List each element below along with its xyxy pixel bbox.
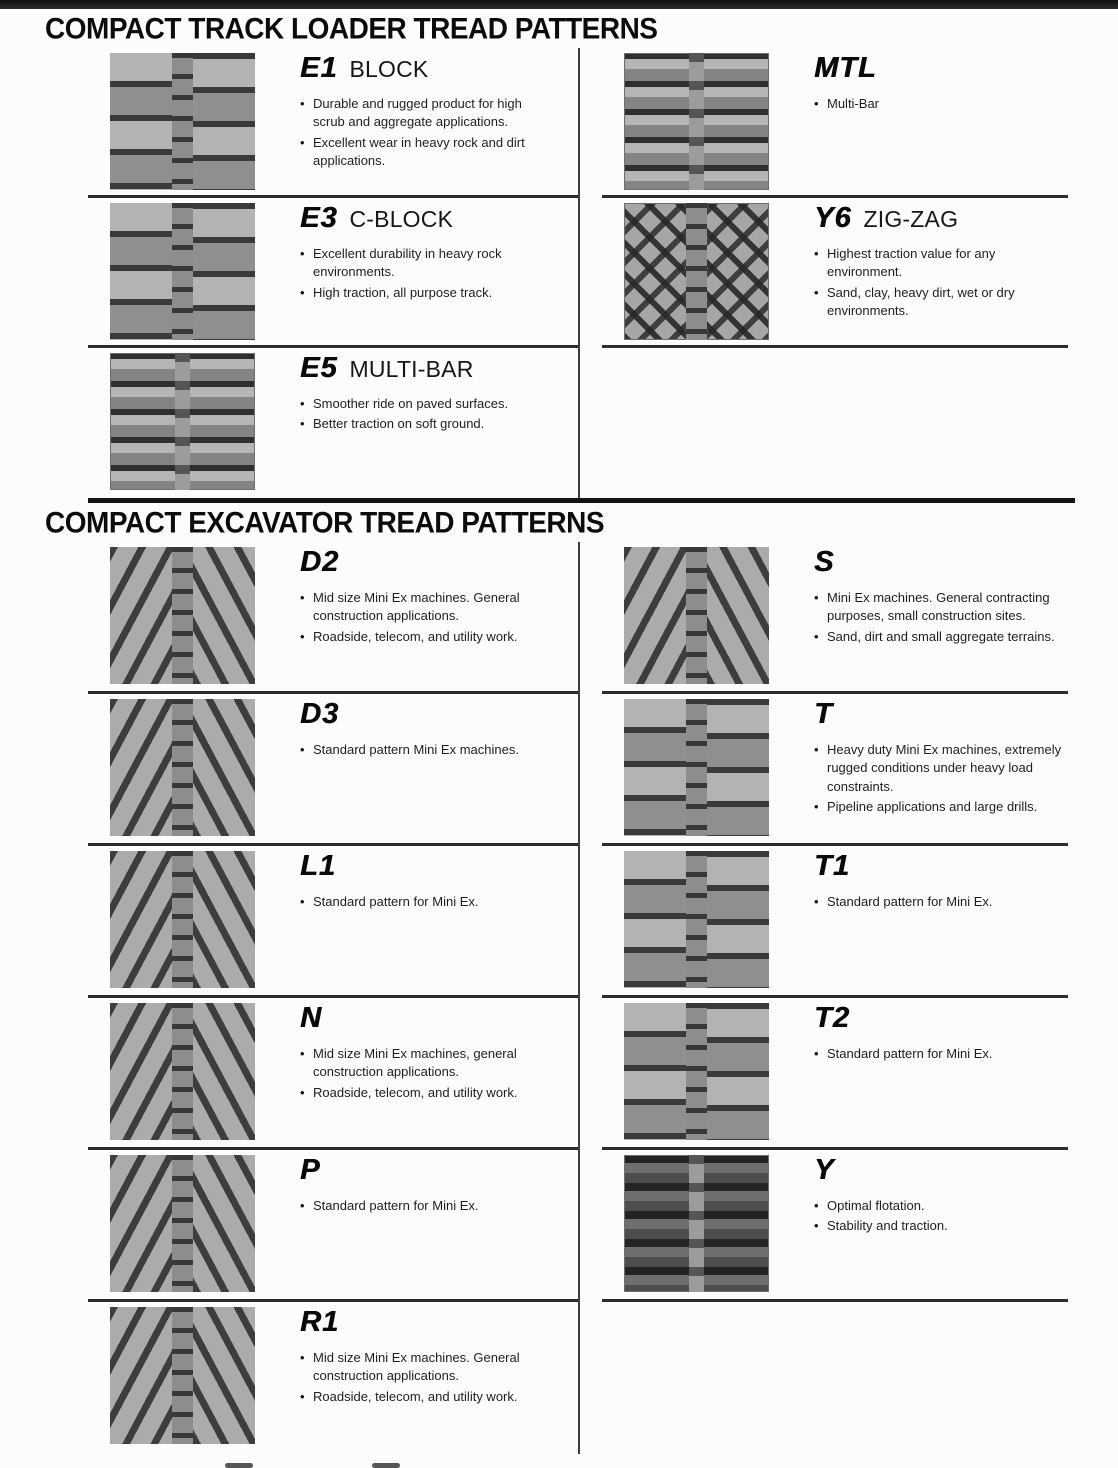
- entry-heading: [814, 698, 1066, 731]
- entry-info: [814, 48, 1066, 115]
- tread-center-rail: [172, 851, 192, 988]
- tread-center-rail: [172, 547, 192, 684]
- tread-left-lugs: [110, 547, 172, 684]
- pattern-code: D2: [300, 546, 340, 578]
- tread-image-t: [624, 699, 769, 836]
- bullet-list: [814, 95, 1066, 113]
- page-bottom-cutoff-mark: [225, 1463, 253, 1468]
- tread-left-lugs: [624, 851, 686, 988]
- entry-heading: [300, 1002, 552, 1035]
- entry-info: [300, 1150, 552, 1217]
- tread-image-y: [624, 1155, 769, 1292]
- tread-right-lugs: [707, 547, 769, 684]
- catalog-page: [0, 12, 1118, 1454]
- bullet: • Roadside, telecom, and utility work.: [300, 1388, 552, 1406]
- tread-right-lugs: [193, 547, 255, 684]
- entry-info: [300, 348, 552, 436]
- tread-image-e1: [110, 53, 255, 190]
- bullet: • Excellent wear in heavy rock and dirt applications.: [300, 134, 552, 171]
- bullet: • Stability and traction.: [814, 1217, 1066, 1235]
- tread-right-lugs: [707, 851, 769, 988]
- tread-right-lugs: [707, 699, 769, 836]
- tread-entry-n: [88, 998, 578, 1150]
- tread-right-lugs: [193, 53, 255, 190]
- tread-image-l1: [110, 851, 255, 988]
- tread-entry-t1: [602, 846, 1068, 998]
- excavator-left-column: [0, 542, 580, 1454]
- pattern-code: L1: [300, 850, 336, 882]
- bullet-list: [300, 395, 552, 434]
- tread-entry-e1: [88, 48, 578, 198]
- pattern-code: Y: [814, 1154, 835, 1186]
- section-separator-line: [88, 498, 1075, 503]
- tread-right-lugs: [193, 851, 255, 988]
- tread-right-lugs: [193, 1003, 255, 1140]
- tread-image-e3: [110, 203, 255, 340]
- bullet: • High traction, all purpose track.: [300, 284, 552, 302]
- tread-entry-s: [602, 542, 1068, 694]
- bullet-list: [300, 893, 552, 911]
- pattern-code: D3: [300, 698, 340, 730]
- tread-left-lugs: [624, 699, 686, 836]
- tread-right-lugs: [707, 1003, 769, 1140]
- tread-center-rail: [686, 851, 706, 988]
- tread-entry-d2: [88, 542, 578, 694]
- entry-heading: [300, 202, 552, 235]
- tread-center-rail: [689, 1155, 704, 1292]
- bullet: • Mid size Mini Ex machines, general construction applications.: [300, 1045, 552, 1082]
- pattern-code: S: [814, 546, 835, 578]
- tread-center-rail: [172, 203, 192, 340]
- pattern-code: E3: [300, 202, 338, 234]
- tread-entry-t2: [602, 998, 1068, 1150]
- tread-entry-mtl: [602, 48, 1068, 198]
- bullet: • Better traction on soft ground.: [300, 415, 552, 433]
- track-loader-section: [0, 48, 1118, 498]
- bullet: • Durable and rugged product for high scrub and aggregate applications.: [300, 95, 552, 132]
- tread-center-rail: [689, 53, 704, 190]
- bullet: • Standard pattern for Mini Ex.: [300, 893, 552, 911]
- tread-entry-t: [602, 694, 1068, 846]
- pattern-code: P: [300, 1154, 321, 1186]
- tread-left-lugs: [110, 203, 172, 340]
- bullet: • Excellent durability in heavy rock environments.: [300, 245, 552, 282]
- entry-heading: [300, 1306, 552, 1339]
- tread-image-d2: [110, 547, 255, 684]
- tread-image-t1: [624, 851, 769, 988]
- pattern-code: T2: [814, 1002, 850, 1034]
- tread-center-rail: [172, 699, 192, 836]
- bullet-list: [300, 741, 552, 759]
- pattern-code: E1: [300, 52, 338, 84]
- bullet-list: [300, 95, 552, 171]
- track-loader-right-column: [580, 48, 1118, 498]
- pattern-name: C-BLOCK: [349, 206, 454, 232]
- bullet: • Heavy duty Mini Ex machines, extremely rugged conditions under heavy load constraints.: [814, 741, 1066, 796]
- tread-center-rail: [686, 547, 706, 684]
- entry-info: [814, 198, 1066, 323]
- excavator-right-column: [580, 542, 1118, 1454]
- bullet-list: [814, 893, 1066, 911]
- tread-image-n: [110, 1003, 255, 1140]
- entry-info: [300, 198, 552, 304]
- tread-center-rail: [686, 203, 706, 340]
- bullet: • Roadside, telecom, and utility work.: [300, 628, 552, 646]
- pattern-code: N: [300, 1002, 322, 1034]
- tread-entry-l1: [88, 846, 578, 998]
- pattern-code: Y6: [814, 202, 852, 234]
- bullet: • Mid size Mini Ex machines. General construction applications.: [300, 589, 552, 626]
- tread-entry-e3: [88, 198, 578, 348]
- tread-image-t2: [624, 1003, 769, 1140]
- bullet: • Optimal flotation.: [814, 1197, 1066, 1215]
- bullet: • Sand, dirt and small aggregate terrains.: [814, 628, 1066, 646]
- tread-left-lugs: [110, 699, 172, 836]
- pattern-code: T: [814, 698, 833, 730]
- page-bottom-cutoff-mark: [372, 1463, 400, 1468]
- bullet-list: [814, 741, 1066, 817]
- tread-right-lugs: [193, 699, 255, 836]
- tread-center-rail: [686, 699, 706, 836]
- bullet-list: [814, 245, 1066, 321]
- bullet: • Smoother ride on paved surfaces.: [300, 395, 552, 413]
- entry-info: [300, 998, 552, 1104]
- tread-left-lugs: [110, 1003, 172, 1140]
- tread-entry-e5: [88, 348, 578, 498]
- entry-heading: [300, 352, 552, 385]
- bullet-list: [300, 245, 552, 302]
- pattern-name: ZIG-ZAG: [863, 206, 959, 232]
- pattern-code: E5: [300, 352, 338, 384]
- tread-right-lugs: [193, 1155, 255, 1292]
- entry-heading: [300, 698, 552, 731]
- bullet-list: [814, 1197, 1066, 1236]
- tread-left-lugs: [110, 53, 172, 190]
- entry-heading: [814, 52, 1066, 85]
- bullet: • Standard pattern Mini Ex machines.: [300, 741, 552, 759]
- tread-entry-y6: [602, 198, 1068, 348]
- bullet: • Standard pattern for Mini Ex.: [814, 1045, 1066, 1063]
- tread-center-rail: [686, 1003, 706, 1140]
- tread-center-rail: [172, 1003, 192, 1140]
- entry-heading: [814, 202, 1066, 235]
- page-top-bar: [0, 0, 1118, 9]
- excavator-section: [0, 542, 1118, 1454]
- bullet: • Standard pattern for Mini Ex.: [814, 893, 1066, 911]
- entry-info: [300, 694, 552, 761]
- entry-info: [814, 694, 1066, 819]
- bullet-list: [300, 1349, 552, 1406]
- bullet: • Standard pattern for Mini Ex.: [300, 1197, 552, 1215]
- entry-info: [814, 998, 1066, 1065]
- pattern-name: BLOCK: [349, 56, 429, 82]
- entry-info: [300, 48, 552, 173]
- bullet: • Highest traction value for any environment.: [814, 245, 1066, 282]
- tread-center-rail: [172, 1155, 192, 1292]
- tread-right-lugs: [193, 1307, 255, 1444]
- bullet: • Multi-Bar: [814, 95, 1066, 113]
- pattern-code: T1: [814, 850, 850, 882]
- entry-heading: [300, 546, 552, 579]
- tread-image-r1: [110, 1307, 255, 1444]
- tread-image-p: [110, 1155, 255, 1292]
- entry-heading: [300, 52, 552, 85]
- tread-image-mtl: [624, 53, 769, 190]
- tread-entry-y: [602, 1150, 1068, 1302]
- entry-heading: [814, 1002, 1066, 1035]
- pattern-code: MTL: [814, 52, 877, 84]
- tread-left-lugs: [110, 851, 172, 988]
- tread-center-rail: [172, 53, 192, 190]
- entry-info: [300, 1302, 552, 1408]
- tread-right-lugs: [193, 203, 255, 340]
- entry-heading: [814, 850, 1066, 883]
- entry-info: [300, 846, 552, 913]
- tread-entry-d3: [88, 694, 578, 846]
- tread-image-d3: [110, 699, 255, 836]
- entry-heading: [814, 1154, 1066, 1187]
- bullet: • Mini Ex machines. General contracting purposes, small construction sites.: [814, 589, 1066, 626]
- bullet: • Roadside, telecom, and utility work.: [300, 1084, 552, 1102]
- entry-info: [814, 1150, 1066, 1238]
- entry-heading: [300, 850, 552, 883]
- tread-center-rail: [175, 353, 190, 490]
- tread-left-lugs: [110, 1307, 172, 1444]
- entry-info: [300, 542, 552, 648]
- entry-heading: [300, 1154, 552, 1187]
- tread-entry-r1: [88, 1302, 578, 1454]
- tread-left-lugs: [110, 1155, 172, 1292]
- bullet-list: [814, 589, 1066, 646]
- entry-heading: [814, 546, 1066, 579]
- track-loader-left-column: [0, 48, 580, 498]
- section-title-excavator: COMPACT EXCAVATOR TREAD PATTERNS: [45, 506, 605, 539]
- tread-image-s: [624, 547, 769, 684]
- bullet-list: [300, 1045, 552, 1102]
- tread-entry-p: [88, 1150, 578, 1302]
- tread-image-y6: [624, 203, 769, 340]
- section-title-track-loader: COMPACT TRACK LOADER TREAD PATTERNS: [45, 12, 658, 45]
- tread-center-rail: [172, 1307, 192, 1444]
- bullet: • Pipeline applications and large drills.: [814, 798, 1066, 816]
- entry-info: [814, 542, 1066, 648]
- pattern-code: R1: [300, 1306, 340, 1338]
- tread-left-lugs: [624, 1003, 686, 1140]
- tread-left-lugs: [624, 547, 686, 684]
- tread-image-e5: [110, 353, 255, 490]
- bullet-list: [300, 1197, 552, 1215]
- entry-info: [814, 846, 1066, 913]
- bullet-list: [300, 589, 552, 646]
- bullet: • Mid size Mini Ex machines. General construction applications.: [300, 1349, 552, 1386]
- bullet-list: [814, 1045, 1066, 1063]
- pattern-name: MULTI-BAR: [349, 356, 474, 382]
- bullet: • Sand, clay, heavy dirt, wet or dry environments.: [814, 284, 1066, 321]
